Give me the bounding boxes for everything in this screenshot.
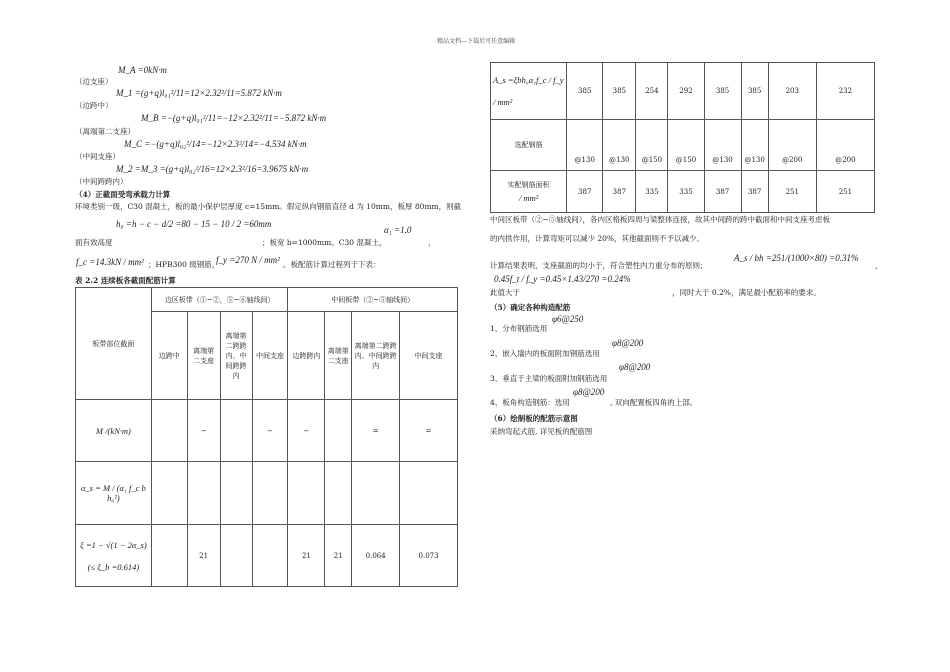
item-4: 4、板角构造钢筋：选用 [490,398,570,407]
formula-mc: M_C =−(g+q)l₀₂²/14=−12×2.3²/14=−4.534 kN·m [124,139,307,149]
formula-m2m3: M_2 =M_3 =(g+q)l₀₂²/16=12×2.3²/16=3.9675 kN·m [116,164,309,174]
formula-mb: M_B =−(g+q)l₀₁²/11=−12×2.32²/11=−5.872 kN·m [141,113,327,123]
paragraph-result-comma: ， [875,261,883,270]
formula-fy: f_y =270 N / mm² [216,255,280,265]
row-label-text: M /(kN·m) [95,425,131,436]
formula-ma: M_A =0kN·m [118,65,167,75]
paragraph-middle-strip-b: 的内拱作用，计算弯矩可以减少 20%，其他截面则不予以减少。 [490,234,705,243]
cell [252,462,288,525]
table-row [491,63,875,120]
cell [352,462,400,525]
paragraph-result: 计算结果表明，支座截面的均小于，符合塑性内力重分布的原则； [490,261,708,270]
formula-phi8-c: φ8@200 [573,387,605,397]
col-header-label: 中间支座 [255,351,284,360]
label-middle-support: （中间支座） [75,152,120,161]
table-row [491,120,875,171]
final-note: 采纳弯起式筋, 详见板的配筋图 [490,427,593,436]
label-middle-span: （中间跨跨内） [75,177,128,186]
cell [151,525,187,587]
cell: 385 [603,63,636,120]
section4-eff-height: 面有效高度 [75,238,113,247]
col-header [220,312,252,400]
col-header [151,312,187,400]
group-middle-label: 中间板带（②~⑤轴线间） [331,295,415,304]
row-label-unit: / mm² [518,193,539,203]
item-2: 2、嵌入墙内的板面附加钢筋选用 [490,349,600,358]
label-second-support: （离端第二支座） [75,127,135,136]
row-header-label: 板带部位截面 [92,339,135,348]
cell: = [400,400,458,462]
cell: 387 [741,171,768,213]
row-label-sub: (≤ ξ_b =0.614) [87,561,140,572]
row-label-unit: / mm² [493,97,513,107]
cell [151,400,187,462]
row-label [491,63,567,120]
cell: − [252,400,288,462]
cell [252,525,288,587]
table-row [76,462,458,525]
cell [187,462,220,525]
cell [288,462,325,525]
cell [220,400,252,462]
cell: 0.064 [352,525,400,587]
group-edge-strip [151,288,288,312]
item-3: 3、垂直于主梁的板面附加钢筋选用 [490,374,608,383]
row-label [491,120,567,171]
cell: 251 [816,171,874,213]
formula-m1: M_1 =(g+q)l₀₁²/11=12×2.32²/11=5.872 kN·m [116,88,282,98]
col-header-label: 离端第二跨跨内、中间跨跨内 [225,331,247,380]
cell [400,462,458,525]
cell: 387 [704,171,741,213]
cell: 335 [636,171,668,213]
row-label-text: A_s =ξbh₀α₁f_c / f_y [493,75,564,85]
formula-min-ratio: 0.45f_t / f_y =0.45×1.43/270 =0.24% [494,274,631,284]
col-header-label: 边跨中 [158,351,180,360]
cell: 232 [816,63,874,120]
cell: 21 [325,525,352,587]
formula-phi8-a: φ8@200 [612,338,644,348]
cell: @130 [704,120,741,171]
section6-heading: （6）绘制板的配筋示意图 [490,414,578,423]
paragraph-middle-strip-a: 中间区板带（②~⑤轴线间），各内区格板四周与梁整体连接，故其中间跨的跨中截面和中间支座考虑板 [490,215,831,224]
col-header [352,312,400,400]
section5-heading: （5）确定各种构造配筋 [490,303,571,312]
col-header-label: 离端第二跨跨内、中间跨跨内 [354,341,397,370]
label-edge-span: （边跨中） [75,101,113,110]
group-edge-label: 边区板带（①~②，⑤~⑥轴线间） [164,295,275,304]
table-row [76,400,458,462]
cell: 292 [668,63,704,120]
item-4-tail: , 双向配置板四角的上部。 [610,398,698,407]
cell: 21 [288,525,325,587]
col-header-label: 边跨跨内 [292,351,321,360]
row-label-text: ξ =1 − √(1 − 2α_s) [80,539,147,550]
formula-phi6: φ6@250 [552,314,584,324]
cell: 0.073 [400,525,458,587]
formula-alpha1: α₁ =1.0 [384,225,412,235]
row-label-text: 选配钢筋 [514,141,543,149]
formula-ratio: A_s / bh =251/(1000×80) =0.31% [734,253,859,263]
col-header-label: 离端第二支座 [327,346,349,365]
formula-phi8-b: φ8@200 [619,362,651,372]
group-middle-strip [288,288,458,312]
cell: @130 [603,120,636,171]
col-header [252,312,288,400]
section4-hpb: ；HPB300 级钢筋， [148,260,220,269]
paragraph-greater-a: 此值大于 [490,288,520,297]
cell: @130 [567,120,603,171]
cell: 254 [636,63,668,120]
cell: 385 [567,63,603,120]
label-edge-support: （边支座） [75,77,113,86]
cell: 21 [187,525,220,587]
col-header [325,312,352,400]
col-header [187,312,220,400]
cell: 251 [768,171,816,213]
cell: 203 [768,63,816,120]
row-label [76,525,152,587]
cell: @200 [816,120,874,171]
table-row [491,171,875,213]
cell: 385 [704,63,741,120]
col-header [400,312,458,400]
row-label [491,171,567,213]
cell: − [187,400,220,462]
col-header-label: 中间支座 [414,351,443,360]
formula-fc: f_c =14.3kN / mm² [76,257,144,267]
cell: @130 [741,120,768,171]
paragraph-greater-b: ，同时大于 0.2%，满足最小配筋率的要求。 [672,288,821,297]
section4-end: 。板配筋计算过程列于下表： [283,260,381,269]
row-label-text: 实配钢筋面积 [507,181,550,189]
cell: @150 [636,120,668,171]
table-caption: 表 2.2 连续板各截面配筋计算 [75,276,176,285]
table-row [76,525,458,587]
item-1: 1、分布钢筋选用 [490,324,548,333]
cell: @200 [768,120,816,171]
cell: 387 [567,171,603,213]
cell [151,462,187,525]
col-header-label: 离端第二支座 [193,346,215,365]
section4-width: ；板宽 b=1000mm。C30 混凝土， [262,238,387,247]
section4-comma: ， [428,238,436,247]
col-header [288,312,325,400]
cell [220,462,252,525]
row-header-cell [76,288,152,400]
row-label-text: α_s = M / (α₁ f_c b h₀²) [80,483,146,503]
cell [220,525,252,587]
cell [325,462,352,525]
cell: = [352,400,400,462]
cell: 387 [603,171,636,213]
cell: − [288,400,325,462]
cell [325,400,352,462]
reinforcement-table-left [75,287,458,587]
page-header: 精品文档---下载后可任意编辑 [437,38,516,45]
cell: 335 [668,171,704,213]
cell: @150 [668,120,704,171]
row-label [76,462,152,525]
cell: 385 [741,63,768,120]
section4-env: 环境类别一级，C30 混凝土，板的最小保护层厚度 c=15mm。假定纵向钢筋直径 d 为 10mm，板厚 80mm，则截 [75,202,462,211]
reinforcement-table-right [490,62,875,213]
row-label [76,400,152,462]
formula-h0: h₀ =h − c − d/2 =80 − 15 − 10 / 2 =60mm [116,219,272,229]
section4-heading: （4）正截面受弯承载力计算 [75,190,171,199]
